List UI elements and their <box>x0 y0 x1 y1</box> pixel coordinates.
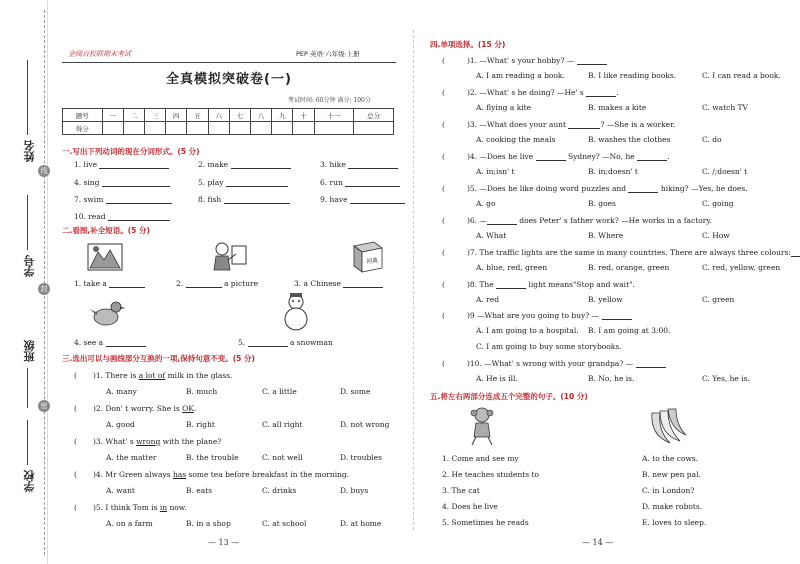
verb-item <box>198 160 291 169</box>
seal-mark: 密 <box>38 400 50 412</box>
left-page <box>58 0 400 564</box>
answer-blank[interactable] <box>224 196 290 204</box>
score-cell: 八 <box>251 109 272 122</box>
verb-item <box>74 212 170 221</box>
option[interactable]: C. drinks <box>262 486 297 495</box>
phrase-text: 1. take a <box>74 279 107 288</box>
name-label: 姓名 <box>23 140 36 162</box>
answer-blank[interactable] <box>348 161 398 169</box>
question-text: hiking? —Yes, he does. <box>660 184 748 193</box>
question-row: ( )3. —What does your aunt ? —She is a worker. <box>442 120 676 129</box>
answer-blank[interactable] <box>226 179 288 187</box>
option[interactable]: C. Yes, he is. <box>702 374 750 383</box>
seal-mark: 线 <box>38 165 50 177</box>
score-row-label: 得分 <box>63 122 103 135</box>
underlined-phrase: OK <box>182 404 194 413</box>
option[interactable]: C. watch TV <box>702 103 748 112</box>
score-input-cell[interactable] <box>314 122 354 135</box>
exam-meta: 考试时间: 60分钟 满分: 100分 <box>288 97 371 104</box>
option[interactable]: D. troubles <box>340 453 382 462</box>
question-text: )10. —What' s wrong with your grandpa? — <box>466 359 634 368</box>
verb-item <box>198 178 288 187</box>
option[interactable]: B. makes a kite <box>588 103 647 112</box>
monkey-picture <box>462 405 502 447</box>
option[interactable]: A. want <box>106 486 135 495</box>
seal-mark: 封 <box>38 283 50 295</box>
option[interactable]: C. /;doesn' t <box>702 167 748 176</box>
phrase-text: 2. <box>176 279 184 288</box>
answer-blank[interactable] <box>602 312 632 320</box>
score-input-cell[interactable] <box>208 122 229 135</box>
option[interactable]: C. all right <box>262 420 303 429</box>
answer-blank[interactable] <box>496 281 526 289</box>
question-row: ( )4. —Does he live Sydney? —No, he . <box>442 152 670 161</box>
match-right-item[interactable]: A. to the cows. <box>642 454 699 463</box>
verb-text: 9. have <box>320 195 348 204</box>
phrase-text: 4. see a <box>74 338 104 347</box>
option[interactable]: A. in;isn' t <box>476 167 515 176</box>
verb-text: 10. read <box>74 212 106 221</box>
score-cell: 十一 <box>314 109 354 122</box>
option[interactable]: D. at home <box>340 519 382 528</box>
option[interactable]: D. not wrong <box>340 420 390 429</box>
answer-blank[interactable] <box>345 179 400 187</box>
option[interactable]: A. the matter <box>106 453 157 462</box>
score-input-cell[interactable] <box>123 122 144 135</box>
verb-text: 8. fish <box>198 195 222 204</box>
verb-text: 5. play <box>198 178 224 187</box>
verb-item <box>320 160 398 169</box>
match-left-item[interactable]: 3. The cat <box>442 486 480 495</box>
question-row: ( )2. —What' s he doing? —He' s . <box>442 88 619 97</box>
score-input-cell[interactable] <box>354 122 394 135</box>
answer-blank[interactable] <box>628 185 658 193</box>
score-table-header-row <box>63 109 394 122</box>
section-5-heading: 五.将左右两部分连成五个完整的句子。(10 分) <box>430 392 588 401</box>
question-text: )2. Don' t worry. She is <box>92 404 183 413</box>
score-cell: 四 <box>166 109 187 122</box>
option[interactable]: A. red <box>476 295 500 304</box>
option[interactable]: B. red, orange, green <box>588 263 670 272</box>
match-left-item[interactable]: 1. Come and see my <box>442 454 519 463</box>
bird-picture <box>88 295 128 331</box>
question-row: ( )1. There is a lot of milk in the glass. <box>74 371 233 380</box>
score-table-score-row <box>63 122 394 135</box>
answer-blank[interactable] <box>577 57 607 65</box>
option[interactable]: C. going <box>702 199 734 208</box>
score-input-cell[interactable] <box>229 122 250 135</box>
option[interactable]: B. washes the clothes <box>588 135 671 144</box>
question-row: ( )7. The traffic lights are the same in many countries. There are always three colours: <box>442 248 800 257</box>
option[interactable]: A. go <box>476 199 496 208</box>
binding-strip <box>0 0 48 564</box>
option[interactable]: A. cooking the meals <box>476 135 556 144</box>
verb-text: 7. swim <box>74 195 104 204</box>
option[interactable]: C. not well <box>262 453 303 462</box>
option[interactable]: B. much <box>186 387 218 396</box>
option[interactable]: C. a little <box>262 387 297 396</box>
underlined-phrase: wrong <box>136 437 161 446</box>
question-text: milk in the glass. <box>165 371 233 380</box>
match-left-item[interactable]: 4. Does he live <box>442 502 498 511</box>
question-text: . <box>193 404 197 413</box>
student-id-line <box>27 195 28 250</box>
school-line <box>27 420 28 465</box>
answer-blank[interactable] <box>350 196 405 204</box>
answer-blank[interactable] <box>487 217 517 225</box>
phrase-text: 5. <box>238 338 246 347</box>
question-text: with the plane? <box>160 437 222 446</box>
question-text: ? —She is a worker. <box>600 120 676 129</box>
page-divider <box>413 30 414 530</box>
dictionary-picture <box>350 240 386 274</box>
question-row: ( )6. — does Peter' s father work? —He works in a factory. <box>442 216 712 225</box>
question-row: ( )10. —What' s wrong with your grandpa? — <box>442 359 666 368</box>
score-input-cell[interactable] <box>187 122 208 135</box>
option[interactable]: C. I can read a book. <box>702 71 781 80</box>
option[interactable]: A. flying a kite <box>476 103 532 112</box>
verb-item <box>74 195 172 204</box>
phrase-text: 3. a Chinese <box>294 279 341 288</box>
question-row: ( )8. The light means"Stop and wait". <box>442 280 635 289</box>
name-line <box>27 60 28 135</box>
verb-item <box>74 160 169 169</box>
match-left-item[interactable]: 5. Sometimes he reads <box>442 518 529 527</box>
question-text: )1. —What' s your hobby? — <box>466 56 575 65</box>
student-id-label: 学号 <box>23 255 36 277</box>
answer-blank[interactable] <box>231 161 291 169</box>
page-title: 全真模拟突破卷(一) <box>166 72 292 87</box>
score-cell: 题号 <box>63 109 103 122</box>
underlined-phrase: a lot of <box>138 371 166 380</box>
question-text: )3. What' s <box>92 437 137 446</box>
underlined-phrase: in <box>159 503 168 512</box>
option[interactable]: C. do <box>702 135 722 144</box>
question-row: ( )1. —What' s your hobby? — <box>442 56 607 65</box>
question-text: now. <box>167 503 187 512</box>
section-4-heading: 四.单项选择。(15 分) <box>430 40 506 49</box>
dictionary-cover-text: 词典 <box>366 258 379 265</box>
school-label: 学校 <box>23 470 36 492</box>
question-text: )3. —What does your aunt <box>466 120 566 129</box>
phrase-item <box>74 338 146 347</box>
match-left-item[interactable]: 2. He teaches students to <box>442 470 540 479</box>
score-cell: 三 <box>145 109 166 122</box>
right-page <box>424 0 791 564</box>
option[interactable]: B. yellow <box>588 295 623 304</box>
option[interactable]: B. in;doesn' t <box>588 167 638 176</box>
phrase-item <box>176 279 258 288</box>
match-right-item[interactable]: E. loves to sleep. <box>642 518 707 527</box>
score-cell: 二 <box>123 109 144 122</box>
phrase-item <box>238 338 333 347</box>
underlined-phrase: has <box>172 470 187 479</box>
option[interactable]: A. What <box>476 231 507 240</box>
answer-blank[interactable] <box>248 339 288 347</box>
question-row: ( )5. —Does he like doing word puzzles and hiking? —Yes, he does. <box>442 184 748 193</box>
score-input-cell[interactable] <box>145 122 166 135</box>
question-text: )4. Mr Green always <box>92 470 173 479</box>
question-row: ( )4. Mr Green always has some tea before breakfast in the morning. <box>74 470 350 479</box>
score-cell: 六 <box>208 109 229 122</box>
match-right-item[interactable]: B. new pen pal. <box>642 470 701 479</box>
verb-text: 1. live <box>74 160 98 169</box>
verb-text: 3. hike <box>320 160 346 169</box>
option[interactable]: A. He is ill. <box>476 374 518 383</box>
answer-blank[interactable] <box>568 121 600 129</box>
question-row: ( )3. What' s wrong with the plane? <box>74 437 222 446</box>
option[interactable]: B. right <box>186 420 215 429</box>
question-text: )6. — <box>466 216 487 225</box>
question-text: )5. —Does he like doing word puzzles and <box>466 184 627 193</box>
page-number: — 14 — <box>582 538 614 547</box>
header-rule <box>62 62 396 63</box>
question-text: )4. —Does he live <box>466 152 534 161</box>
series-label: PEP 英语·六年级·上册 <box>296 50 360 58</box>
option[interactable]: A. many <box>106 387 137 396</box>
score-input-cell[interactable] <box>272 122 293 135</box>
score-cell: 五 <box>187 109 208 122</box>
score-cell: 七 <box>229 109 250 122</box>
option[interactable]: B. eats <box>186 486 213 495</box>
question-text: )2. —What' s he doing? —He' s <box>466 88 584 97</box>
drawing-boy-picture <box>208 240 248 274</box>
class-line <box>27 368 28 408</box>
match-right-item[interactable]: C. in London? <box>642 486 695 495</box>
question-text: does Peter' s father work? —He works in a factory. <box>519 216 712 225</box>
question-text: Sydney? —No, he <box>568 152 635 161</box>
score-cell: 总分 <box>354 109 394 122</box>
verb-text: 4. sing <box>74 178 100 187</box>
question-row: ( )5. I think Tom is in now. <box>74 503 187 512</box>
option[interactable]: B. I am going at 3:00. <box>588 326 671 335</box>
question-text: )7. The traffic lights are the same in many countries. There are always three colours: <box>466 248 791 257</box>
snowman-picture <box>276 292 316 332</box>
question-text: )5. I think Tom is <box>92 503 160 512</box>
option[interactable]: C. I am going to buy some storybooks. <box>476 342 622 351</box>
section-1-heading: 一.写出下列动词的现在分词形式。(5 分) <box>62 147 200 156</box>
phrase-text: a snowman <box>289 338 333 347</box>
answer-blank[interactable] <box>99 161 169 169</box>
option[interactable]: A. blue, red, green <box>476 263 548 272</box>
verb-item <box>320 178 400 187</box>
section-2-heading: 二.看图,补全短语。(5 分) <box>62 226 150 235</box>
score-input-cell[interactable] <box>293 122 314 135</box>
option[interactable]: B. No, he is. <box>588 374 635 383</box>
option[interactable]: A. I am going to a hospital. <box>476 326 579 335</box>
score-input-cell[interactable] <box>166 122 187 135</box>
option[interactable]: C. green <box>702 295 735 304</box>
phrase-item <box>294 279 383 288</box>
option[interactable]: C. How <box>702 231 730 240</box>
bananas-picture <box>646 405 690 447</box>
brand-label: 金阅百校联期末考试 <box>68 50 131 58</box>
option[interactable]: A. good <box>106 420 135 429</box>
option[interactable]: B. I like reading books. <box>588 71 677 80</box>
question-row: ( )9 —What are you going to buy? — <box>442 311 632 320</box>
option[interactable]: C. at school <box>262 519 307 528</box>
option[interactable]: B. the trouble <box>186 453 239 462</box>
section-3-heading: 三.选出可以与画线部分互换的一项,保持句意不变。(5 分) <box>62 354 255 363</box>
page-number: — 13 — <box>208 538 240 547</box>
option[interactable]: A. on a farm <box>106 519 153 528</box>
option[interactable]: B. Where <box>588 231 624 240</box>
phrase-item <box>74 279 145 288</box>
answer-blank[interactable] <box>636 360 666 368</box>
answer-blank[interactable] <box>106 196 172 204</box>
class-label: 班级 <box>23 340 36 362</box>
score-input-cell[interactable] <box>251 122 272 135</box>
question-text: )1. There is <box>92 371 139 380</box>
answer-blank[interactable] <box>102 179 170 187</box>
option[interactable]: C. red, yellow, green <box>702 263 781 272</box>
answer-blank[interactable] <box>109 280 145 288</box>
match-right-item[interactable]: D. make robots. <box>642 502 703 511</box>
option[interactable]: B. in a shop <box>186 519 231 528</box>
option[interactable]: D. buys <box>340 486 369 495</box>
camera-photo-picture <box>86 240 126 274</box>
score-cell: 九 <box>272 109 293 122</box>
answer-blank[interactable] <box>586 89 616 97</box>
answer-blank[interactable] <box>106 339 146 347</box>
option[interactable]: B. goes <box>588 199 616 208</box>
verb-text: 6. run <box>320 178 343 187</box>
answer-blank[interactable] <box>343 280 383 288</box>
question-row: ( )2. Don' t worry. She is OK. <box>74 404 197 413</box>
answer-blank[interactable] <box>637 153 667 161</box>
phrase-text: a picture <box>223 279 259 288</box>
question-text: light means"Stop and wait". <box>528 280 635 289</box>
answer-blank[interactable] <box>186 280 222 288</box>
option[interactable]: D. some <box>340 387 371 396</box>
score-input-cell[interactable] <box>102 122 123 135</box>
verb-item <box>320 195 405 204</box>
answer-blank[interactable] <box>791 249 800 257</box>
question-text: )9 —What are you going to buy? — <box>466 311 600 320</box>
verb-item <box>198 195 290 204</box>
score-cell: 一 <box>102 109 123 122</box>
option[interactable]: A. I am reading a book. <box>476 71 565 80</box>
answer-blank[interactable] <box>108 213 170 221</box>
score-cell: 十 <box>293 109 314 122</box>
score-table <box>62 108 394 135</box>
verb-item <box>74 178 170 187</box>
question-text: some tea before breakfast in the morning. <box>186 470 350 479</box>
answer-blank[interactable] <box>536 153 566 161</box>
verb-text: 2. make <box>198 160 229 169</box>
question-text: )8. The <box>466 280 494 289</box>
